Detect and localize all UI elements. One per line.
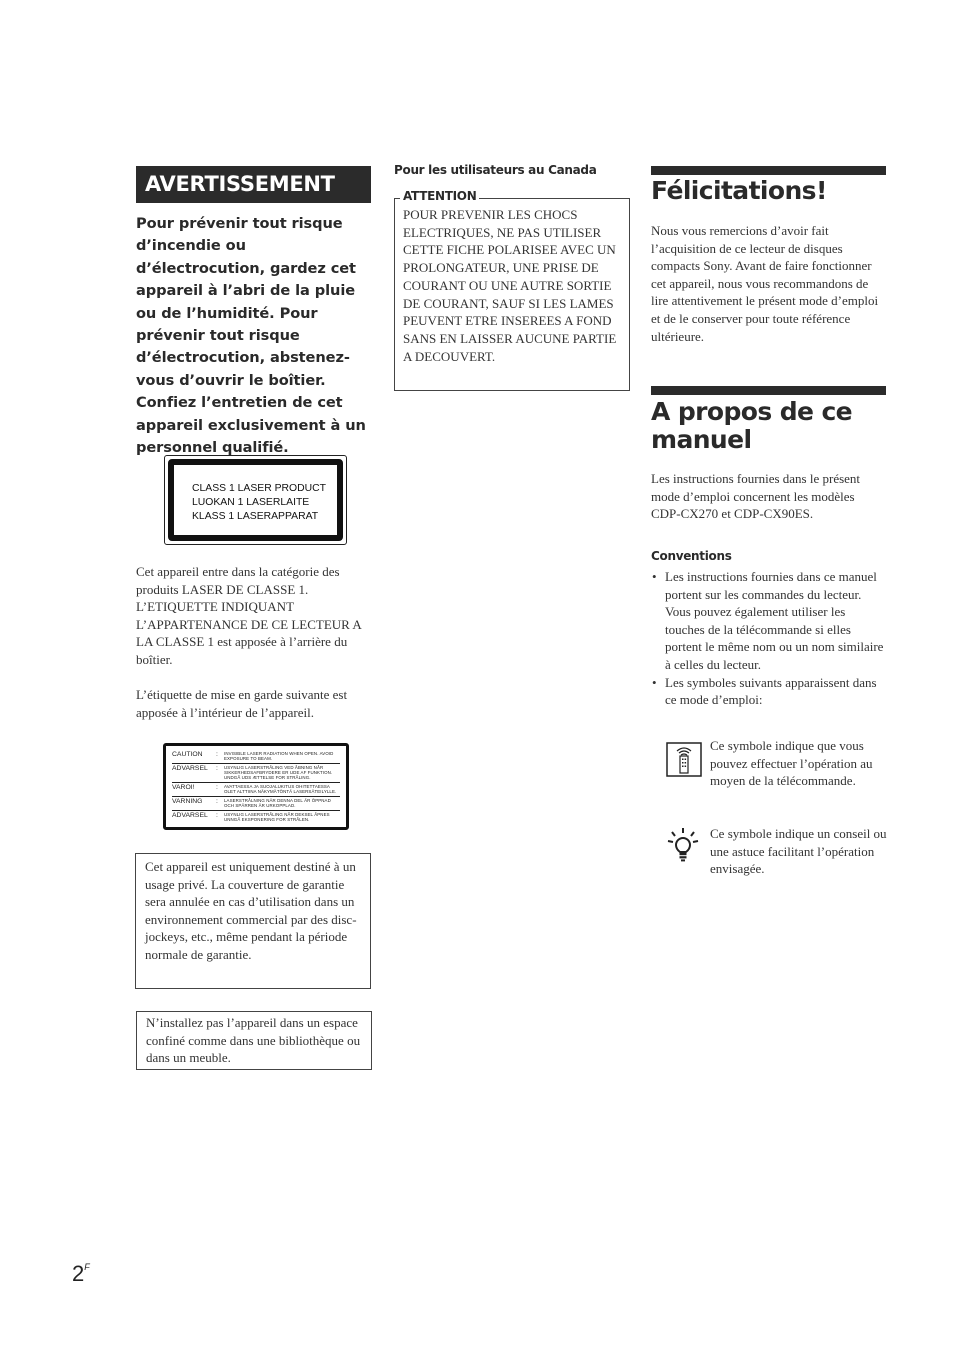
private-use-notice: Cet appareil est uniquement destiné à un usage privé. La couverture de garantie sera annulée en cas d’utilisation dans un environnement commercial par des disc-jockeys, etc., même pendant la période normale de garantie. — [135, 853, 371, 989]
laser-label-line-1: CLASS 1 LASER PRODUCT — [192, 483, 326, 494]
page-number-suffix: F — [84, 1261, 90, 1272]
section-rule — [651, 386, 886, 395]
caution-label-row: ADVARSEL : USYNLIG LASERSTRÅLING NÅR DEKSEL ÅPNES UNNGÅ EKSPONERING FOR STRÅLEN. — [172, 811, 340, 824]
caution-label-text: AVATTAESSA JA SUOJALUKITUS OHITETTAESSA OLET ALTTIINA NÄKYMÄTÖNTÄ LASERSÄTEILYLLE. — [224, 784, 337, 794]
caution-label-row: VARNING : LASERSTRÅLNING NÄR DENNA DEL ÄR ÖPPNAD OCH SPÄRREN ÄR URKOPPLAD. — [172, 797, 340, 811]
caution-label — [163, 743, 349, 830]
caution-label-text: USYNLIG LASERSTRÅLING VED ÅBNING NÅR SIKKERHEDSAFBRYDERE ER UDE AF FUNKTION. UNDGÅ UDS ÆTTELSE FOR STRÅLING. — [224, 765, 333, 780]
list-item — [651, 674, 887, 709]
warning-heading: AVERTISSEMENT — [136, 166, 371, 203]
about-manual-heading: A propos de ce manuel — [651, 397, 853, 454]
caution-label-row: CAUTION : INVISIBLE LASER RADIATION WHEN OPEN. AVOID EXPOSURE TO BEAM. — [172, 750, 340, 764]
caution-label-key: VARNING — [172, 798, 203, 805]
list-item-text: Les symboles suivants apparaissent dans ce mode d’emploi: — [665, 674, 877, 708]
caution-label-key: ADVARSEL — [172, 812, 208, 819]
conventions-list — [651, 568, 887, 709]
laser-class-label — [164, 455, 347, 545]
page-number-value: 2 — [72, 1261, 85, 1286]
tip-symbol-description: Ce symbole indique un conseil ou une astuce facilitant l’opération envisagée. — [710, 826, 887, 877]
caution-label-row: ADVARSEL : USYNLIG LASERSTRÅLING VED ÅBNING NÅR SIKKERHEDSAFBRYDERE ER UDE AF FUNKTION. UNDGÅ UDS ÆTTELSE FOR STRÅLING. — [172, 764, 340, 783]
about-manual-text: Les instructions fournies dans le présent mode d’emploi concernent les modèles CDP-CX270 et CDP-CX90ES. — [651, 471, 861, 522]
caution-label-text: USYNLIG LASERSTRÅLING NÅR DEKSEL ÅPNES UNNGÅ EKSPONERING FOR STRÅLEN. — [224, 812, 330, 822]
caution-label-key: ADVARSEL — [172, 765, 208, 772]
caution-label-paragraph: L’étiquette de mise en garde suivante est apposée à l’intérieur de l’appareil. — [136, 687, 348, 720]
list-item-extra-text: Vous pouvez également utiliser les touches de la télécommande si elles portent le même nom ou un nom similaire à celles du lecteur. — [665, 604, 884, 672]
felicitations-text: Nous vous remercions d’avoir fait l’acquisition de ce lecteur de disques compacts Sony. Avant de faire fonctionner cet appareil, nous vous recommandons de lire attentivement le présent mode d’emploi et de le conserver pour toute référence ultérieure. — [651, 223, 879, 344]
laser-label-line-3: KLASS 1 LASERAPPARAT — [192, 511, 319, 522]
section-rule — [651, 166, 886, 175]
list-item-text: Les instructions fournies dans ce manuel portent sur les commandes du lecteur. — [665, 569, 877, 602]
canada-section-title: Pour les utilisateurs au Canada — [394, 163, 597, 177]
caution-label-row: VAROI! : AVATTAESSA JA SUOJALUKITUS OHITETTAESSA OLET ALTTIINA NÄKYMÄTÖNTÄ LASERSÄTEILYLLE. — [172, 783, 340, 797]
bullet: • — [652, 674, 657, 690]
page-number — [72, 1261, 90, 1287]
lightbulb-hint-icon — [666, 827, 700, 863]
warning-text: Pour prévenir tout risque d’incendie ou d’électrocution, gardez cet appareil à l’abri de la pluie ou de l’humidité. Pour prévenir tout risque d’électrocution, abstenez-vous d’ouvrir le boîtier. Confiez l’entretien de cet appareil exclusivement à un personnel qualifié. — [136, 215, 366, 457]
felicitations-heading: Félicitations! — [651, 176, 827, 205]
remote-control-icon — [666, 742, 702, 777]
attention-text: POUR PREVENIR LES CHOCS ELECTRIQUES, NE PAS UTILISER CETTE FICHE POLARISEE AVEC UN PROLONGATEUR, UNE PRISE DE COURANT OU UNE AUTRE SORTIE DE COURANT, SAUF SI LES LAMES PEUVENT ETRE INSEREES A FOND SANS EN LAISSER AUCUNE PARTIE A DECOUVERT. — [403, 207, 617, 364]
conventions-heading: Conventions — [651, 549, 732, 563]
remote-symbol-description: Ce symbole indique que vous pouvez effectuer l’opération au moyen de la télécommande. — [710, 738, 873, 789]
caution-label-key: VAROI! — [172, 784, 195, 791]
bullet: • — [652, 569, 657, 584]
list-item — [651, 568, 887, 674]
laser-label-line-2: LUOKAN 1 LASERLAITE — [192, 497, 310, 508]
installation-notice: N’installez pas l’appareil dans un espace confiné comme dans une bibliothèque ou dans un meuble. — [136, 1011, 372, 1070]
caution-label-text: INVISIBLE LASER RADIATION WHEN OPEN. AVOID EXPOSURE TO BEAM. — [224, 751, 334, 761]
caution-label-text: LASERSTRÅLNING NÄR DENNA DEL ÄR ÖPPNAD OCH SPÄRREN ÄR URKOPPLAD. — [224, 798, 331, 808]
laser-class-label-inner — [168, 459, 343, 541]
caution-label-key: CAUTION — [172, 751, 203, 758]
attention-label: ATTENTION — [400, 189, 479, 203]
laser-class-paragraph: Cet appareil entre dans la catégorie des produits LASER DE CLASSE 1. L’ETIQUETTE INDIQUANT L’APPARTENANCE DE CE LECTEUR A LA CLASSE 1 est apposée à l’arrière du boîtier. — [136, 564, 362, 667]
